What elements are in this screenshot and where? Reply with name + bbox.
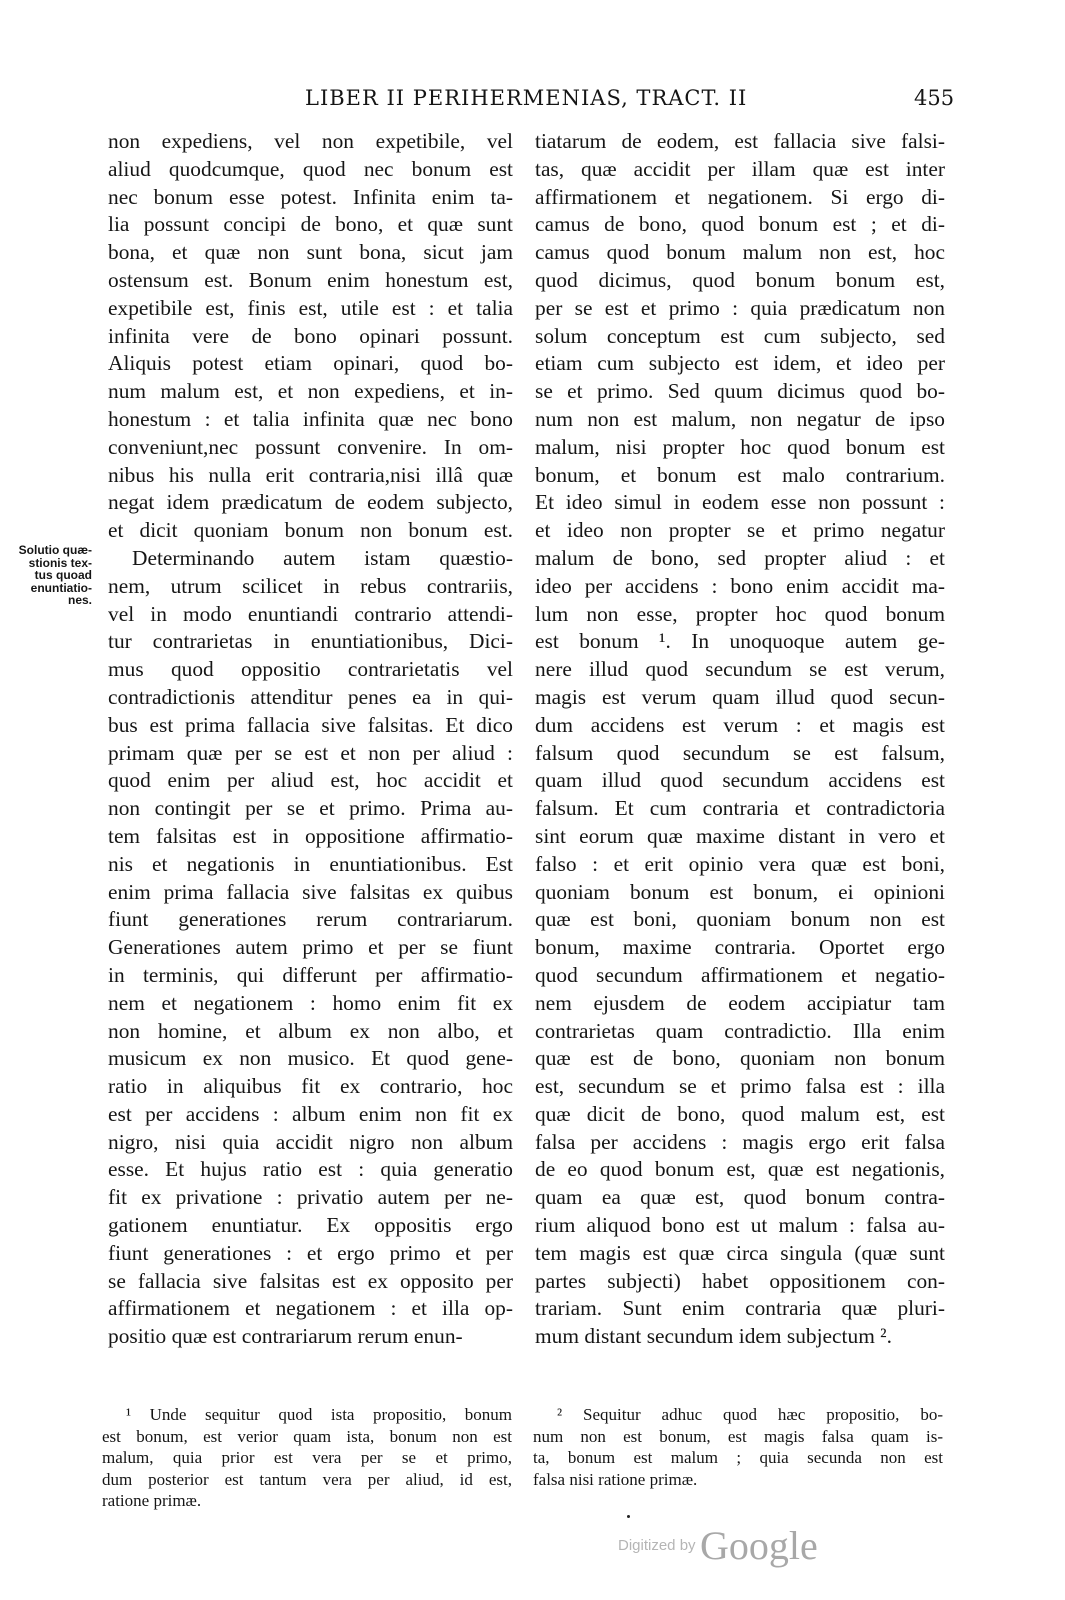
text-line: gationem enuntiatur. Ex oppositis ergo bbox=[108, 1213, 513, 1238]
text-line: falso : et erit opinio vera quæ est boni, bbox=[535, 851, 945, 876]
text-line: trariam. Sunt enim contraria quæ pluri- bbox=[535, 1296, 945, 1321]
text-line: nibus his nulla erit contraria,nisi illâ quæ bbox=[108, 462, 513, 487]
text-line: falsum. Et cum contraria et contradictoria bbox=[535, 796, 945, 821]
footnote-line: dum posterior est tantum vera per aliud, id est, bbox=[102, 1469, 512, 1489]
text-line: tem magis est quæ circa singula (quæ sunt bbox=[535, 1240, 945, 1265]
text-line: contradictionis attenditur penes ea in qui- bbox=[108, 684, 513, 709]
left-text-column bbox=[108, 128, 513, 1351]
text-line: num malum est, et non expediens, et in- bbox=[108, 379, 513, 404]
text-line: est bonum ¹. In unoquoque autem ge- bbox=[535, 629, 945, 654]
text-line: nis et negationis in enuntiationibus. Est bbox=[108, 851, 513, 876]
text-line: ostensum est. Bonum enim honestum est, bbox=[108, 267, 513, 292]
text-line: rium aliquod bono est ut malum : falsa au- bbox=[535, 1213, 945, 1238]
watermark-prefix: Digitized by bbox=[618, 1537, 696, 1554]
text-line: fiunt generationes rerum contrariarum. bbox=[108, 907, 513, 932]
text-line: num non est malum, non negatur de ipso bbox=[535, 406, 945, 431]
text-line: Generationes autem primo et per se fiunt bbox=[108, 935, 513, 960]
text-line: infinita vere de bono opinari possunt. bbox=[108, 323, 513, 348]
margin-note-line: tus quoad bbox=[34, 568, 92, 582]
text-line: Et ideo simul in eodem esse non possunt : bbox=[535, 490, 945, 515]
text-line: dum accidens est verum : et magis est bbox=[535, 712, 945, 737]
text-line: quam illud quod secundum accidens est bbox=[535, 768, 945, 793]
text-line: falsa per accidens : magis ergo erit falsa bbox=[535, 1129, 945, 1154]
text-line: per se est et primo : quia prædicatum non bbox=[535, 295, 945, 320]
text-line: quæ est boni, quoniam bonum non est bbox=[535, 907, 945, 932]
text-line: quod dicimus, quod bonum bonum est, bbox=[535, 267, 945, 292]
text-line: tur contrarietas in enuntiationibus, Dici- bbox=[108, 629, 513, 654]
text-line: affirmationem et negationem : et illa op- bbox=[108, 1296, 513, 1321]
page-number: 455 bbox=[914, 86, 955, 110]
text-line: conveniunt,nec possunt convenire. In om- bbox=[108, 434, 513, 459]
text-line: non expediens, vel non expetibile, vel bbox=[108, 129, 513, 153]
text-line: camus quod bonum malum non est, hoc bbox=[535, 240, 945, 265]
text-line: et ideo non propter se et primo negatur bbox=[535, 518, 945, 543]
text-line: solum conceptum est cum subjecto, sed bbox=[535, 323, 945, 348]
text-line: quoniam bonum est bonum, ei opinioni bbox=[535, 879, 945, 904]
text-line: contrarietas quam contradictio. Illa enim bbox=[535, 1018, 945, 1043]
footnote-line: ¹ Unde sequitur quod ista propositio, bonum bbox=[126, 1405, 512, 1424]
footnote-right bbox=[533, 1404, 943, 1490]
text-line: est per accidens : album enim non fit ex bbox=[108, 1101, 513, 1126]
text-line: ideo per accidens : bono enim accidit ma- bbox=[535, 573, 945, 598]
text-line: partes subjecti) habet oppositionem con- bbox=[535, 1268, 945, 1293]
text-line: tem falsitas est in oppositione affirmatio- bbox=[108, 823, 513, 848]
text-line: bonum, maxime contraria. Oportet ergo bbox=[535, 935, 945, 960]
text-line: negat idem prædicatum de eodem subjecto, bbox=[108, 490, 513, 515]
text-line: nec bonum esse potest. Infinita enim ta- bbox=[108, 184, 513, 209]
text-line: nem ejusdem de eodem accipiatur tam bbox=[535, 990, 945, 1015]
text-line: in terminis, qui differunt per affirmatio- bbox=[108, 962, 513, 987]
text-line: quæ est de bono, quoniam non bonum bbox=[535, 1046, 945, 1071]
right-text-column bbox=[535, 128, 945, 1351]
text-line: Determinando autem istam quæstio- bbox=[132, 545, 513, 570]
text-line: positio quæ est contrariarum rerum enun- bbox=[108, 1324, 463, 1349]
text-line: nere illud quod secundum se est verum, bbox=[535, 657, 945, 682]
margin-note-line: nes. bbox=[67, 593, 92, 607]
text-line: fit ex privatione : privatio autem per ne- bbox=[108, 1185, 513, 1210]
footnote-line: falsa nisi ratione primæ. bbox=[533, 1469, 698, 1489]
text-line: honestum : et talia infinita quæ nec bono bbox=[108, 406, 513, 431]
text-line: tiatarum de eodem, est fallacia sive falsi- bbox=[535, 129, 945, 153]
ink-dot bbox=[627, 1515, 630, 1518]
text-line: bonum, et bonum est malo contrarium. bbox=[535, 462, 945, 487]
text-line: tas, quæ accidit per illam quæ est inter bbox=[535, 156, 945, 181]
running-title: LIBER II PERIHERMENIAS, TRACT. II bbox=[305, 86, 748, 110]
text-line: nigro, nisi quia accidit nigro non album bbox=[108, 1129, 513, 1154]
footnote-left bbox=[102, 1404, 512, 1512]
text-line: camus de bono, quod bonum est ; et di- bbox=[535, 212, 945, 237]
text-line: malum de bono, sed propter aliud : et bbox=[535, 545, 945, 570]
footnote-line: malum, quia prior est vera per se et primo, bbox=[102, 1448, 512, 1467]
text-line: vel in modo enuntiandi contrario attendi- bbox=[108, 601, 513, 626]
google-logo: Google bbox=[700, 1523, 818, 1568]
text-line: lia possunt concipi de bono, et quæ sunt bbox=[108, 212, 513, 237]
text-line: mus quod oppositio contrarietatis vel bbox=[108, 657, 513, 682]
text-line: non homine, et album ex non albo, et bbox=[108, 1018, 513, 1043]
text-line: bona, et quæ non sunt bona, sicut jam bbox=[108, 240, 513, 265]
footnote-line: ta, bonum est malum ; quia secunda non est bbox=[533, 1448, 943, 1467]
margin-note bbox=[14, 544, 92, 607]
margin-note-line: Solutio quæ- bbox=[18, 543, 92, 557]
footnote-line: ratione primæ. bbox=[102, 1491, 202, 1510]
text-line: affirmationem et negationem. Si ergo di- bbox=[535, 184, 945, 209]
text-line: malum, nisi propter hoc quod bonum est bbox=[535, 434, 945, 459]
text-line: expetibile est, finis est, utile est : et talia bbox=[108, 295, 513, 320]
text-line: falsum quod secundum se est falsum, bbox=[535, 740, 945, 765]
text-line: bus est prima fallacia sive falsitas. Et dico bbox=[108, 712, 513, 737]
text-line: est, secundum se et primo falsa est : illa bbox=[535, 1074, 945, 1099]
text-line: sint eorum quæ maxime distant in vero et bbox=[535, 823, 945, 848]
footnote-line: ² Sequitur adhuc quod hæc propositio, bo- bbox=[557, 1405, 943, 1424]
margin-note-line: stionis tex- bbox=[28, 555, 92, 570]
text-line: mum distant secundum idem subjectum ². bbox=[535, 1324, 892, 1349]
text-line: non contingit per se et primo. Prima au- bbox=[108, 796, 513, 821]
text-line: enim prima fallacia sive falsitas ex quibus bbox=[108, 879, 513, 904]
text-line: esse. Et hujus ratio est : quia generatio bbox=[108, 1157, 513, 1182]
text-line: ratio in aliquibus fit ex contrario, hoc bbox=[108, 1074, 513, 1099]
text-line: primam quæ per se est et non per aliud : bbox=[108, 740, 513, 765]
text-line: aliud quodcumque, quod nec bonum est bbox=[108, 156, 513, 181]
text-line: musicum ex non musico. Et quod gene- bbox=[108, 1046, 513, 1071]
text-line: fiunt generationes : et ergo primo et per bbox=[108, 1240, 513, 1265]
text-line: se fallacia sive falsitas est ex opposito per bbox=[108, 1268, 513, 1293]
text-line: et dicit quoniam bonum non bonum est. bbox=[108, 518, 513, 543]
text-line: etiam cum subjecto est idem, et ideo per bbox=[535, 351, 945, 376]
text-line: Aliquis potest etiam opinari, quod bo- bbox=[108, 351, 513, 376]
text-line: quam ea quæ est, quod bonum contra- bbox=[535, 1185, 945, 1210]
text-line: quæ dicit de bono, quod malum est, est bbox=[535, 1101, 945, 1126]
text-line: quod enim per aliud est, hoc accidit et bbox=[108, 768, 513, 793]
text-line: nem, utrum scilicet in rebus contrariis, bbox=[108, 573, 513, 598]
margin-note-line: enuntiatio- bbox=[30, 580, 92, 595]
text-line: se et primo. Sed quum dicimus quod bo- bbox=[535, 379, 945, 404]
footnote-line: est bonum, est verior quam ista, bonum non est bbox=[102, 1426, 512, 1446]
text-line: quod secundum affirmationem et negatio- bbox=[535, 962, 945, 987]
text-line: nem et negationem : homo enim fit ex bbox=[108, 990, 513, 1015]
digitized-watermark bbox=[618, 1522, 818, 1569]
text-line: magis est verum quam illud quod secun- bbox=[535, 684, 945, 709]
footnote-line: num non est bonum, est magis falsa quam is- bbox=[533, 1426, 943, 1446]
text-line: lum non esse, propter hoc quod bonum bbox=[535, 601, 945, 626]
text-line: de eo quod bonum est, quæ est negationis, bbox=[535, 1157, 945, 1182]
